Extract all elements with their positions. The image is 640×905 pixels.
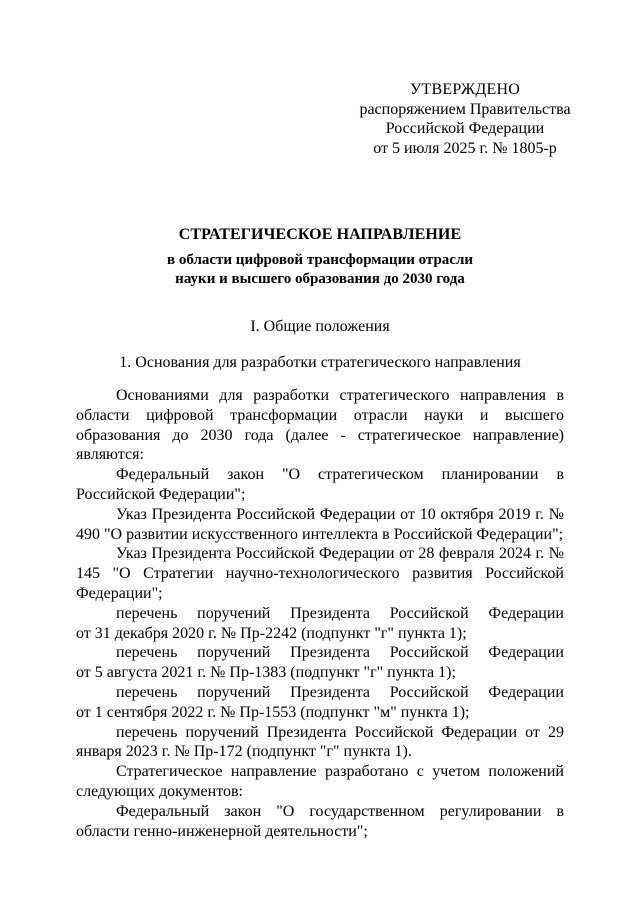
approval-line-3: от 5 июля 2025 г. № 1805-р — [373, 139, 557, 157]
paragraph-lead: перечень поручений Президента Российской Федерации — [116, 604, 564, 622]
approval-line-1: распоряжением Правительства — [359, 100, 571, 118]
paragraph-lead: перечень поручений Президента Российской Федерации — [116, 644, 564, 662]
approval-stamp — [330, 80, 600, 158]
document-subtitle-line-1: в области цифровой трансформации отрасли — [166, 252, 474, 268]
paragraph — [76, 604, 564, 644]
paragraph — [76, 643, 564, 683]
paragraph — [76, 683, 564, 723]
document-title: СТРАТЕГИЧЕСКОЕ НАПРАВЛЕНИЕ — [178, 226, 462, 243]
paragraph-tail: от 31 декабря 2020 г. № Пр-2242 (подпункт "г" пункта 1); — [76, 624, 467, 642]
paragraph-tail: от 1 сентября 2022 г. № Пр-1553 (подпункт "м" пункта 1); — [76, 703, 470, 721]
paragraph: Федеральный закон "О стратегическом планировании в Российской Федерации"; — [76, 466, 564, 503]
section-heading: I. Общие положения — [250, 318, 390, 335]
approved-label: УТВЕРЖДЕНО — [409, 81, 520, 98]
paragraph: Указ Президента Российской Федерации от 28 февраля 2024 г. № 145 "О Стратегии научно-технологического развития Российской Федерации"; — [76, 545, 564, 602]
paragraph: Основаниями для разработки стратегического направления в области цифровой трансформации отрасли науки и высшего образования до 2030 года (далее - стратегическое направление) являются: — [76, 387, 564, 464]
subsection-heading: 1. Основания для разработки стратегического направления — [119, 354, 521, 371]
paragraph: Федеральный закон "О государственном регулировании в области генно-инженерной деятельности"; — [76, 802, 564, 840]
paragraph-tail: от 5 августа 2021 г. № Пр-1383 (подпункт "г" пункта 1); — [76, 664, 456, 682]
document-body — [76, 386, 564, 841]
paragraph: Указ Президента Российской Федерации от 10 октября 2019 г. № 490 "О развитии искусственного интеллекта в Российской Федерации"; — [76, 505, 564, 543]
approval-line-2: Российской Федерации — [385, 120, 545, 137]
paragraph: перечень поручений Президента Российской Федерации от 29 января 2023 г. № Пр-172 (подпункт "г" пункта 1). — [76, 723, 564, 761]
paragraph-lead: перечень поручений Президента Российской Федерации — [116, 683, 564, 701]
document-subtitle-line-2: науки и высшего образования до 2030 года — [175, 271, 465, 287]
document-subtitle — [0, 251, 640, 289]
paragraph: Стратегическое направление разработано с учетом положений следующих документов: — [76, 763, 564, 800]
